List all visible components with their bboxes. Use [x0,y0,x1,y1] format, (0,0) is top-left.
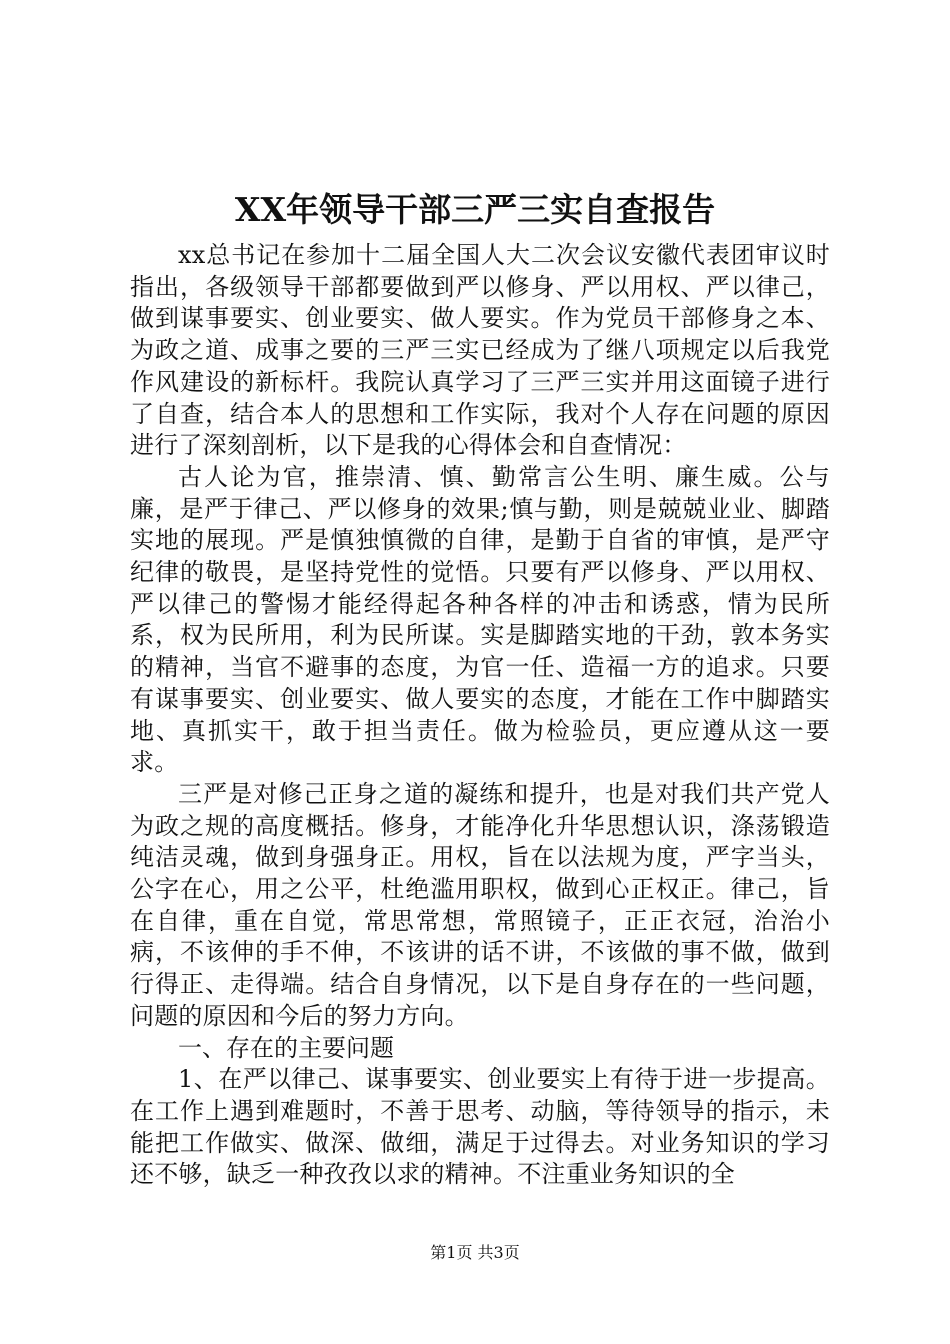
document-title: XX年领导干部三严三实自查报告 [234,190,716,229]
document-body [130,240,830,1191]
paragraph-three-stricts: 三严是对修己正身之道的凝练和提升，也是对我们共产党人为政之规的高度概括。修身，才能净化升华思想认识，涤荡锻造纯洁灵魂，做到身强身正。用权，旨在以法规为度，严字当头，公字在心，用之公平，杜绝滥用职权，做到心正权正。律己，旨在自律，重在自觉，常思常想，常照镜子，正正衣冠，治治小病，不该伸的手不伸，不该讲的话不讲，不该做的事不做，做到行得正、走得端。结合自身情况，以下是自身存在的一些问题，问题的原因和今后的努力方向。 [130,779,830,1030]
section-heading: 一、存在的主要问题 [178,1033,394,1062]
paragraph-ancient-officials: 古人论为官，推崇清、慎、勤常言公生明、廉生威。公与廉，是严于律己、严以修身的效果;慎与勤，则是兢兢业业、脚踏实地的展现。严是慎独慎微的自律，是勤于自省的审慎，是严守纪律的敬畏，是坚持党性的觉悟。只要有严以修身、严以用权、严以律己的警惕才能经得起各种各样的冲击和诱惑，情为民所系，权为民所用，利为民所谋。实是脚踏实地的干劲，敦本务实的精神，当官不避事的态度，为官一任、造福一方的追求。只要有谋事要实、创业要实、做人要实的态度，才能在工作中脚踏实地、真抓实干，敢于担当责任。做为检验员，更应遵从这一要求。 [130,462,830,777]
page-footer: 第1页 共3页 [430,1243,520,1262]
paragraph-intro: xx总书记在参加十二届全国人大二次会议安徽代表团审议时指出，各级领导干部都要做到严以修身、严以用权、严以律己，做到谋事要实、创业要实、做人要实。作为党员干部修身之本、为政之道、成事之要的三严三实已经成为了继八项规定以后我党作风建设的新标杆。我院认真学习了三严三实并用这面镜子进行了自查，结合本人的思想和工作实际，我对个人存在问题的原因进行了深刻剖析，以下是我的心得体会和自查情况： [130,241,830,460]
paragraph-item-1: 1、在严以律己、谋事要实、创业要实上有待于进一步提高。在工作上遇到难题时，不善于思考、动脑，等待领导的指示，未能把工作做实、做深、做细，满足于过得去。对业务知识的学习还不够，缺乏一种孜孜以求的精神。不注重业务知识的全 [130,1065,830,1189]
